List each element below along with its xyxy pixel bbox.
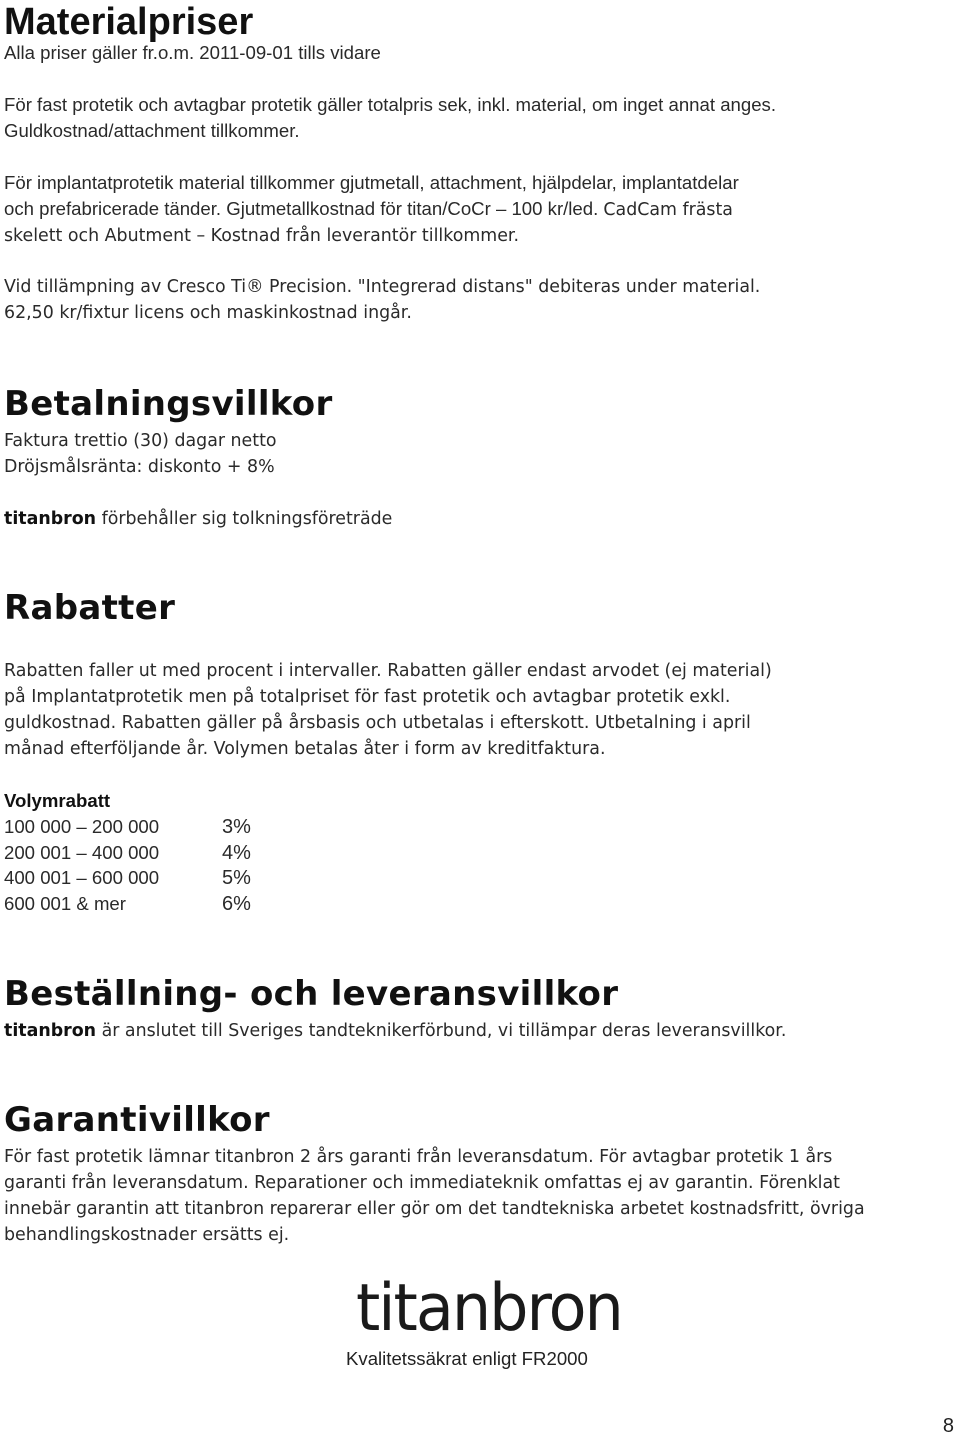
- paragraph-line: För fast protetik lämnar titanbron 2 års garanti från leveransdatum. För avtagbar protetik 1 års: [4, 1147, 833, 1167]
- reservation-tail: förbehåller sig tolkningsföreträde: [96, 509, 393, 529]
- paragraph-line: behandlingskostnader ersätts ej.: [4, 1225, 290, 1245]
- paragraph-line: guldkostnad. Rabatten gäller på årsbasis och utbetalas i efterskott. Utbetalning i april: [4, 713, 751, 733]
- paragraph-line: garanti från leveransdatum. Reparationer och immediateknik omfattas ej av garantin. Förenklat: [4, 1173, 840, 1193]
- volymrabatt-title: Volymrabatt: [4, 790, 111, 811]
- paragraph-line-part: CadCam frästa: [603, 200, 733, 220]
- rabatter-paragraph: [4, 658, 772, 762]
- garanti-paragraph: [4, 1144, 865, 1248]
- materialpriser-paragraph-3: [4, 274, 760, 326]
- betalningsvillkor-title: Betalningsvillkor: [4, 384, 333, 424]
- volume-range: 600 001 & mer: [4, 893, 126, 914]
- paragraph-line: skelett och Abutment – Kostnad från leverantör tillkommer.: [4, 226, 520, 246]
- garantivillkor-title: Garantivillkor: [4, 1100, 270, 1140]
- quality-tagline: Kvalitetssäkrat enligt FR2000: [346, 1348, 588, 1369]
- titanbron-logo: titanbron: [356, 1269, 622, 1346]
- reservation-text: [4, 506, 392, 532]
- late-interest-line: Dröjsmålsränta: diskonto + 8%: [4, 457, 275, 477]
- rabatter-title: Rabatter: [4, 588, 176, 628]
- paragraph-line: 62,50 kr/fixtur licens och maskinkostnad ingår.: [4, 303, 412, 323]
- paragraph-line-part: och prefabricerade tänder. Gjutmetallkostnad för titan/CoCr – 100 kr/led.: [4, 198, 599, 219]
- paragraph-line: För implantatprotetik material tillkommer gjutmetall, attachment, hjälpdelar, implantatdelar: [4, 172, 739, 193]
- paragraph-line: [4, 196, 739, 223]
- page-number: 8: [942, 1415, 954, 1437]
- paragraph-line: För fast protetik och avtagbar protetik gäller totalpris sek, inkl. material, om inget annat anges.: [4, 94, 777, 115]
- discount-percent: 3%: [222, 816, 251, 838]
- brand-name: titanbron: [4, 1021, 97, 1041]
- paragraph-line: Guldkostnad/attachment tillkommer.: [4, 120, 300, 141]
- discount-percent: 5%: [222, 867, 251, 889]
- volume-range: 400 001 – 600 000: [4, 867, 160, 888]
- betalningsvillkor-terms: [4, 428, 277, 480]
- paragraph-line: månad efterföljande år. Volymen betalas åter i form av kreditfaktura.: [4, 739, 606, 759]
- discount-percent: 6%: [222, 893, 251, 915]
- paragraph-line: Vid tillämpning av Cresco Ti® Precision. "Integrerad distans" debiteras under material.: [4, 277, 761, 297]
- bestallning-title: Beställning- och leveransvillkor: [4, 974, 619, 1014]
- paragraph-line: Rabatten faller ut med procent i intervaller. Rabatten gäller endast arvodet (ej material): [4, 661, 772, 681]
- valid-from-text: Alla priser gäller fr.o.m. 2011-09-01 tills vidare: [4, 42, 381, 63]
- materialpriser-paragraph-2: [4, 170, 739, 249]
- discount-percent: 4%: [222, 842, 251, 864]
- brand-name: titanbron: [4, 509, 97, 529]
- payment-terms-line: Faktura trettio (30) dagar netto: [4, 431, 277, 451]
- volume-range: 100 000 – 200 000: [4, 816, 160, 837]
- paragraph-line: på Implantatprotetik men på totalpriset för fast protetik och avtagbar protetik exkl.: [4, 687, 731, 707]
- materialpriser-title: Materialpriser: [4, 1, 254, 43]
- bestallning-tail: är anslutet till Sveriges tandteknikerförbund, vi tillämpar deras leveransvillkor.: [96, 1021, 787, 1041]
- materialpriser-paragraph-1: [4, 92, 776, 144]
- bestallning-text: [4, 1018, 786, 1044]
- volume-range: 200 001 – 400 000: [4, 842, 160, 863]
- paragraph-line: innebär garantin att titanbron reparerar eller gör om det tandtekniska arbetet kostnadsfritt, övriga: [4, 1199, 865, 1219]
